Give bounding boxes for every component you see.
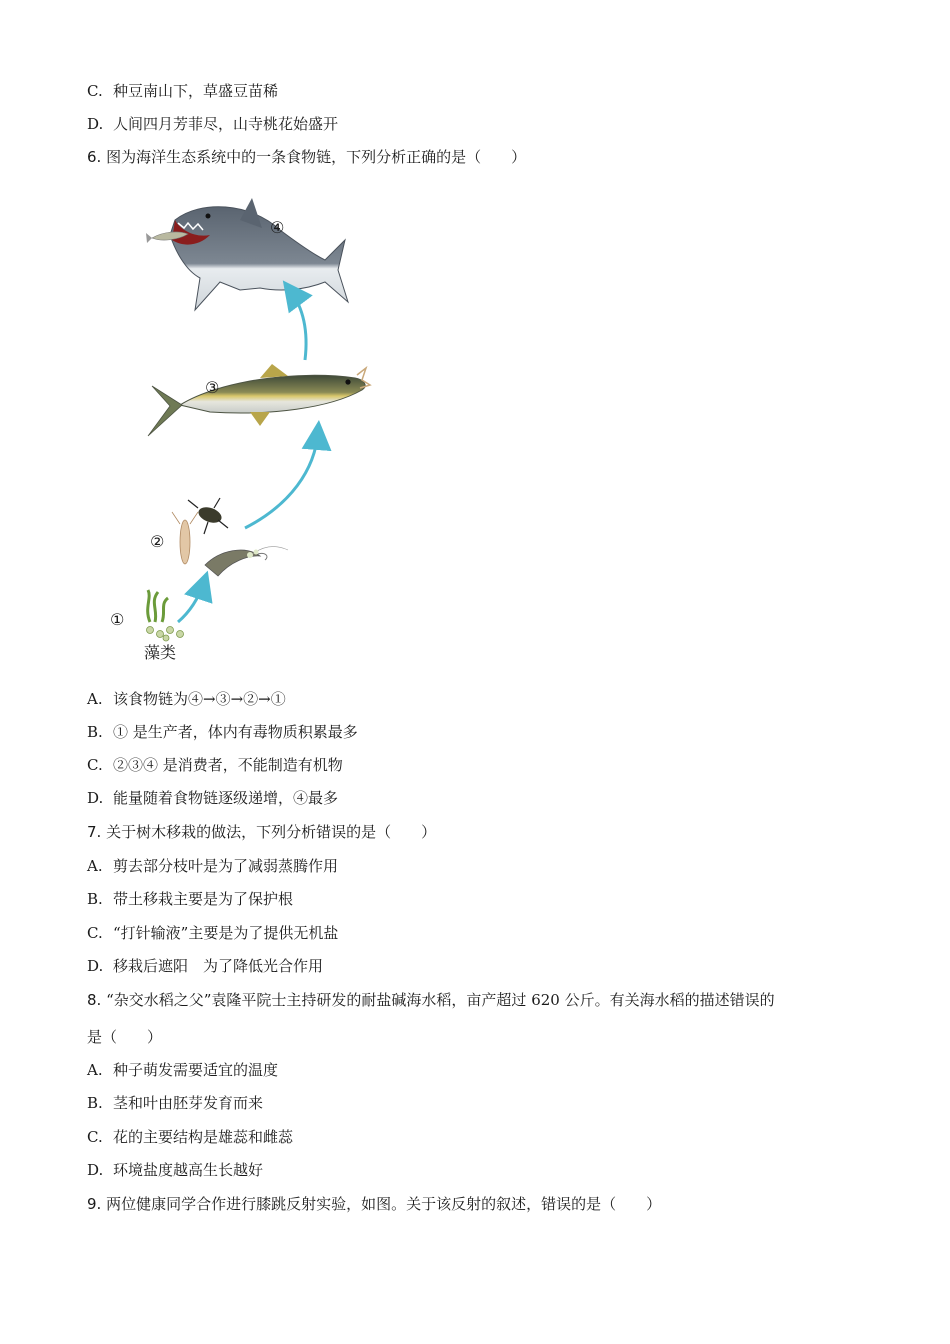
option-text: 人间四月芳菲尽，山寺桃花始盛开 [113, 115, 339, 133]
option-letter: D. [87, 115, 104, 133]
shrimp-icon [172, 498, 288, 576]
energy-flow-arrows [178, 290, 318, 622]
question-number: 8. [87, 991, 102, 1009]
algae-icon [147, 590, 184, 641]
label-2: ② [150, 532, 165, 551]
option-letter: B. [87, 723, 103, 741]
option-letter: B. [87, 1094, 103, 1112]
q8-option-b [87, 1093, 263, 1113]
q5-option-c [87, 81, 278, 101]
q5-option-d [87, 114, 338, 134]
q8-stem-line2 [87, 1027, 162, 1047]
option-text: 能量随着食物链逐级递增，④最多 [113, 789, 339, 807]
q6-option-d [87, 788, 338, 808]
question-text: 两位健康同学合作进行膝跳反射实验，如图。关于该反射的叙述，错误的是（ ） [106, 1195, 662, 1213]
option-text: 花的主要结构是雄蕊和雌蕊 [113, 1128, 294, 1146]
option-text: 剪去部分枝叶是为了减弱蒸腾作用 [113, 857, 339, 875]
option-text: 带土移栽主要是为了保护根 [113, 890, 294, 908]
q6-option-c [87, 755, 343, 775]
tuna-icon [148, 364, 370, 436]
option-text: 移栽后遮阳 为了降低光合作用 [113, 957, 324, 975]
question-text: 图为海洋生态系统中的一条食物链，下列分析正确的是（ ） [106, 148, 527, 166]
option-letter: C. [87, 756, 103, 774]
option-letter: A. [87, 1061, 103, 1079]
figure-caption: 藻类 [144, 643, 177, 662]
q8-option-d [87, 1160, 263, 1180]
label-3: ③ [205, 378, 220, 397]
option-text: ① 是生产者，体内有毒物质积累最多 [113, 723, 358, 741]
question-text: 关于树木移栽的做法，下列分析错误的是（ ） [106, 823, 437, 841]
option-letter: C. [87, 82, 103, 100]
option-text: 该食物链为④→③→②→① [113, 690, 286, 708]
option-letter: C. [87, 924, 103, 942]
q7-option-b [87, 889, 293, 909]
option-text: 种豆南山下，草盛豆苗稀 [113, 82, 279, 100]
food-chain-illustration [100, 190, 390, 670]
q9-stem [87, 1194, 661, 1214]
q7-option-a [87, 856, 338, 876]
q6-option-a [87, 689, 286, 709]
shark-icon [146, 198, 348, 310]
q8-option-a [87, 1060, 278, 1080]
option-letter: D. [87, 789, 104, 807]
food-chain-figure [100, 190, 390, 670]
option-text: 茎和叶由胚芽发育而来 [113, 1094, 264, 1112]
q7-stem [87, 822, 436, 842]
option-letter: B. [87, 890, 103, 908]
label-4: ④ [270, 218, 285, 237]
option-text: ②③④ 是消费者，不能制造有机物 [113, 756, 343, 774]
option-text: “打针输液”主要是为了提供无机盐 [113, 924, 339, 942]
option-text: 环境盐度越高生长越好 [113, 1161, 264, 1179]
option-text: 种子萌发需要适宜的温度 [113, 1061, 279, 1079]
arrow-3-to-4 [290, 290, 306, 360]
question-text: 是（ ） [87, 1028, 163, 1046]
option-letter: D. [87, 1161, 104, 1179]
question-text: “杂交水稻之父”袁隆平院士主持研发的耐盐碱海水稻，亩产超过 620 公斤。有关海水稻的描述错误的 [106, 991, 775, 1009]
question-number: 9. [87, 1195, 102, 1213]
q7-option-d [87, 956, 323, 976]
question-number: 6. [87, 148, 102, 166]
q7-option-c [87, 923, 338, 943]
question-number: 7. [87, 823, 102, 841]
q8-option-c [87, 1127, 293, 1147]
q6-option-b [87, 722, 358, 742]
option-letter: A. [87, 690, 103, 708]
label-1: ① [110, 610, 125, 629]
q8-stem-line1 [87, 990, 775, 1010]
option-letter: A. [87, 857, 103, 875]
option-letter: D. [87, 957, 104, 975]
option-letter: C. [87, 1128, 103, 1146]
arrow-2-to-3 [245, 432, 318, 528]
q6-stem [87, 147, 526, 167]
arrow-1-to-2 [178, 582, 204, 622]
